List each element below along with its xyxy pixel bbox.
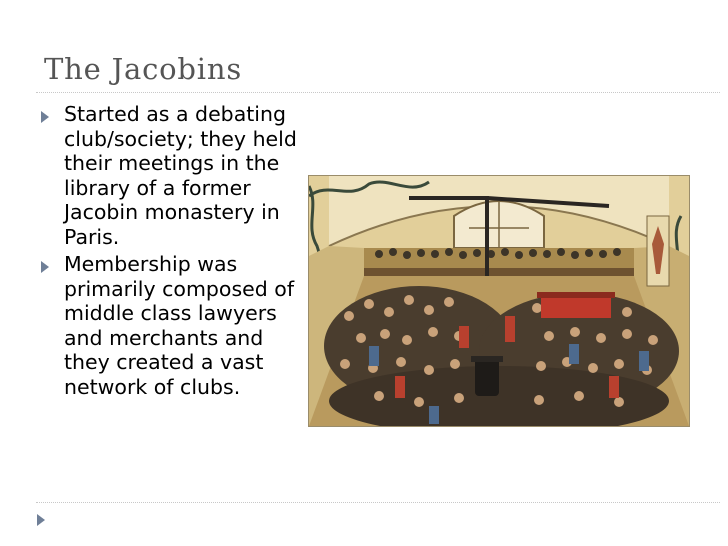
- bullet-item: [40, 252, 320, 399]
- bullet-item: [40, 102, 320, 249]
- bullet-text: Membership was primarily composed of middle class lawyers and merchants and they created a vast network of clubs.: [64, 252, 295, 399]
- title-divider: [36, 92, 720, 93]
- footer-divider: [36, 502, 720, 503]
- slide-title: The Jacobins: [44, 52, 243, 86]
- bullet-text: Started as a debating club/society; they held their meetings in the library of a former Jacobin monastery in Paris.: [64, 102, 297, 249]
- triangle-bullet-icon: [40, 252, 64, 281]
- triangle-bullet-icon: [40, 102, 64, 131]
- bullet-list: [40, 102, 320, 402]
- jacobin-club-painting: [308, 175, 690, 427]
- footer-triangle-icon: [36, 512, 46, 531]
